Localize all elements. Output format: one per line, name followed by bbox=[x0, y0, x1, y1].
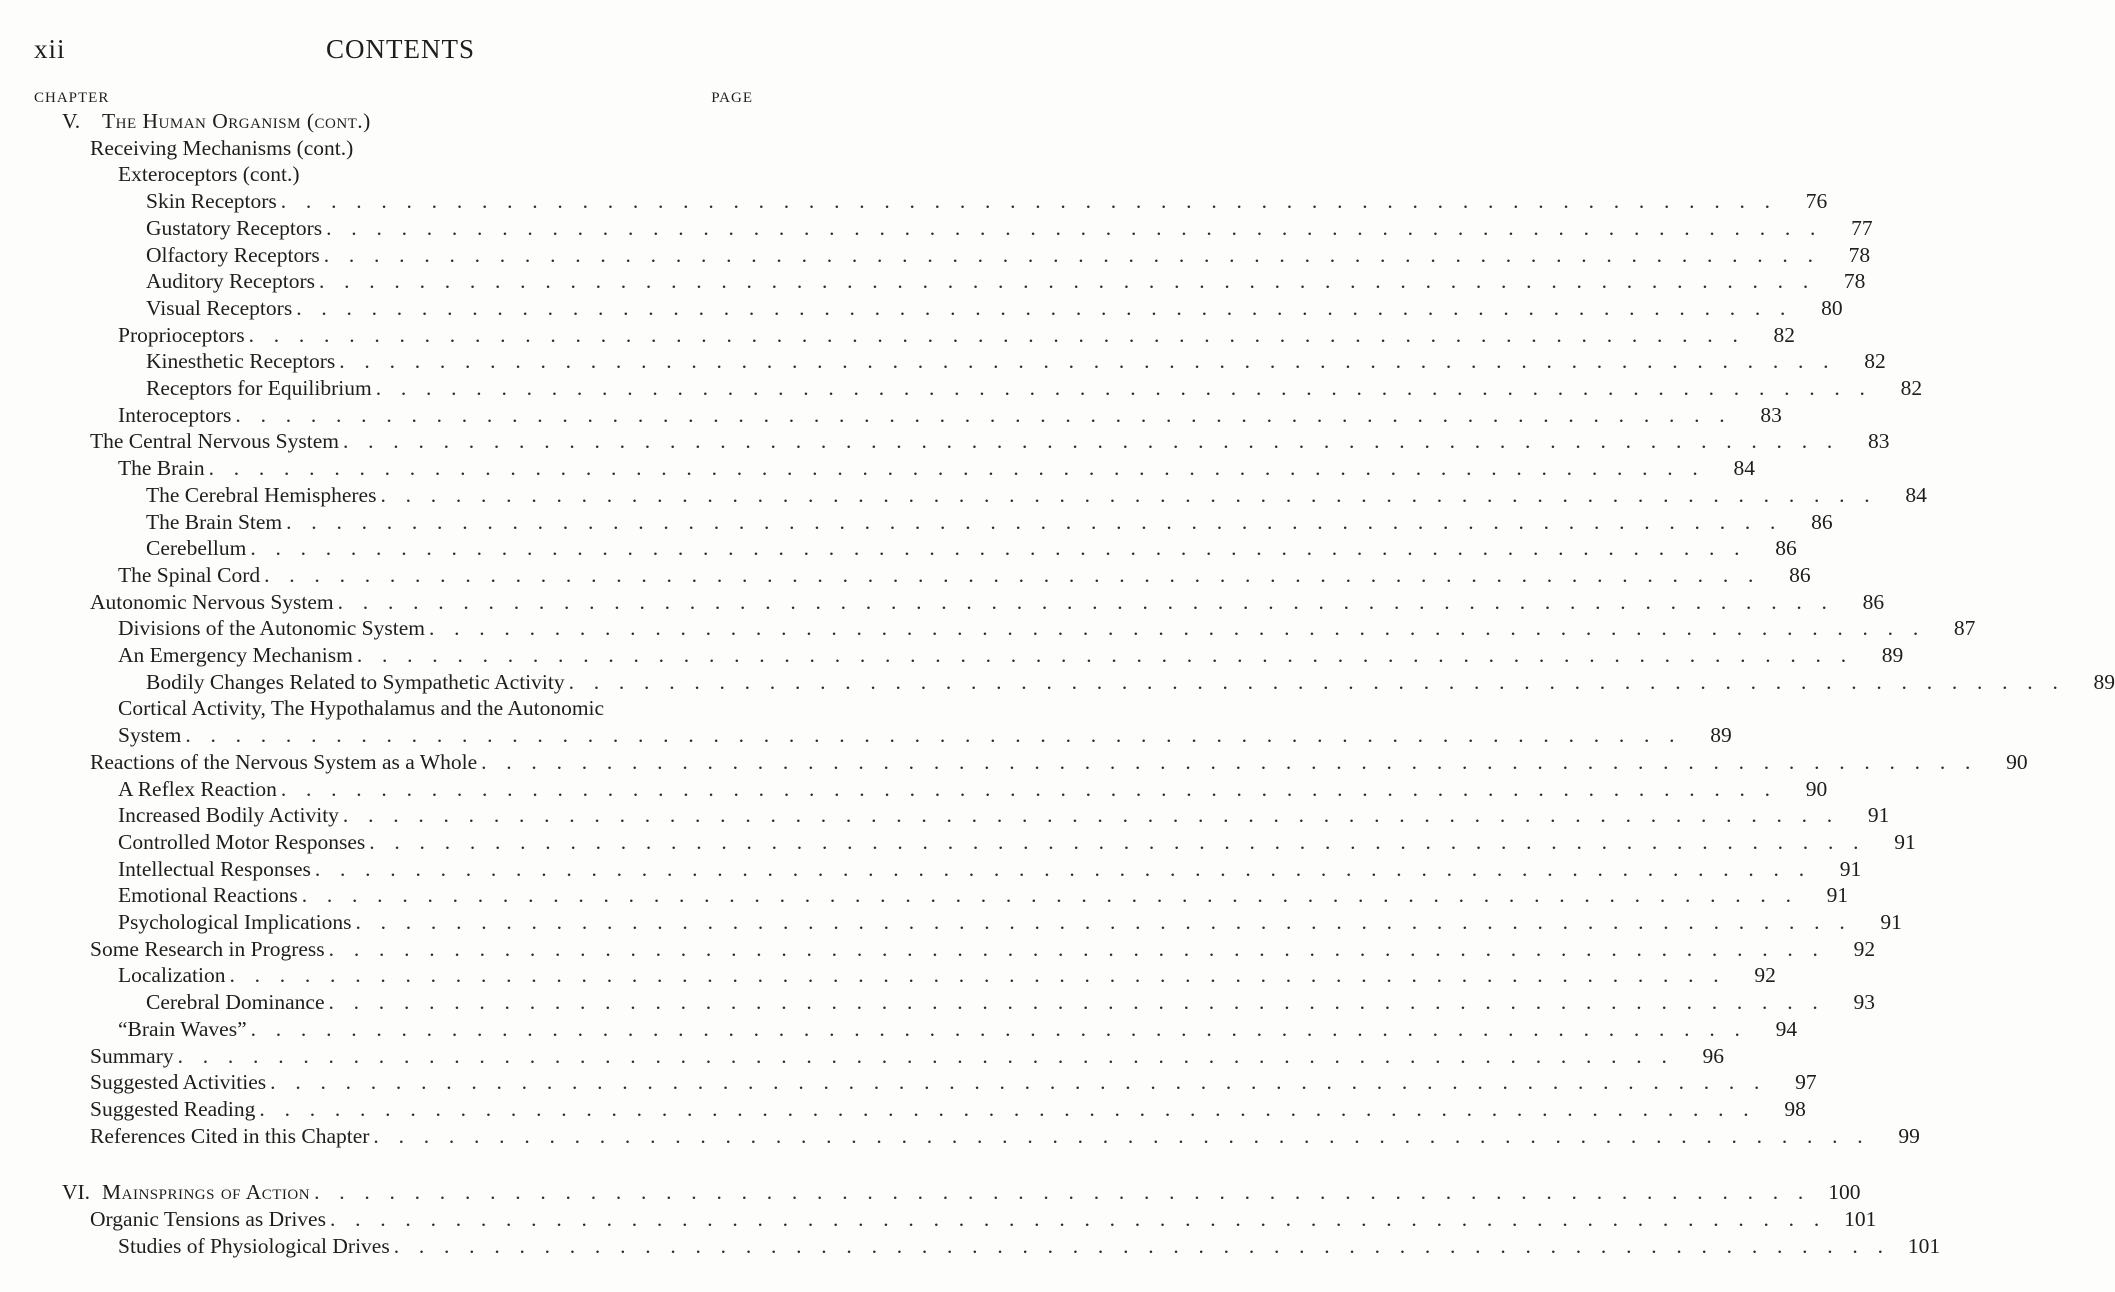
dot-leader: . . . . . . . . . . . . . . . . . . . . . . . . . . . . . . . . . . . . . . . . . . . . . . . . . . . . . . . . . . . . bbox=[568, 669, 2066, 694]
toc-entry-title: Bodily Changes Related to Sympathetic Activity bbox=[146, 669, 565, 694]
toc-entry-title: References Cited in this Chapter bbox=[90, 1123, 370, 1148]
dot-leader: . . . . . . . . . . . . . . . . . . . . . . . . . . . . . . . . . . . . . . . . . . . . . . . . . . . . . . . . . . . . bbox=[185, 723, 1682, 748]
page-number: 77 bbox=[1851, 215, 1873, 240]
page-number: 78 bbox=[1843, 269, 1866, 294]
page-number: 86 bbox=[1789, 562, 1811, 587]
toc-entry[interactable] bbox=[118, 1233, 1941, 1259]
dot-leader: . . . . . . . . . . . . . . . . . . . . . . . . . . . . . . . . . . . . . . . . . . . . . . . . . . . . . . . . . . . . bbox=[356, 643, 1854, 667]
toc-entry[interactable] bbox=[90, 428, 1890, 454]
toc-entry[interactable] bbox=[118, 962, 1776, 988]
dot-leader: . . . . . . . . . . . . . . . . . . . . . . . . . . . . . . . . . . . . . . . . . . . . . . . . . . . . . . . . . . . . bbox=[329, 1207, 1827, 1231]
page-number: 86 bbox=[1775, 536, 1797, 561]
page-number: 97 bbox=[1795, 1070, 1817, 1095]
page-number: 90 bbox=[2006, 749, 2028, 774]
dot-leader: . . . . . . . . . . . . . . . . . . . . . . . . . . . . . . . . . . . . . . . . . . . . . . . . . . . . . . . . . . . . bbox=[314, 856, 1812, 881]
dot-leader: . . . . . . . . . . . . . . . . . . . . . . . . . . . . . . . . . . . . . . . . . . . . . . . . . . . . . . . . . . . . bbox=[301, 883, 1799, 908]
toc-entry-title: Auditory Receptors bbox=[146, 269, 315, 294]
dot-leader: . . . . . . . . . . . . . . . . . . . . . . . . . . . . . . . . . . . . . . . . . . . . . . . . . . . . . . . . . . . . bbox=[235, 402, 1732, 427]
dot-leader: . . . . . . . . . . . . . . . . . . . . . . . . . . . . . . . . . . . . . . . . . . . . . . . . . . . . . . . . . . . . bbox=[250, 536, 1747, 561]
toc-entry[interactable] bbox=[62, 1179, 1861, 1205]
chapter-column-heading: CHAPTER bbox=[34, 90, 110, 106]
toc-entry-title: “Brain Waves” bbox=[118, 1016, 247, 1041]
toc-entry[interactable] bbox=[146, 669, 2115, 695]
page-number: 86 bbox=[1862, 589, 1885, 614]
toc-entry-title: Cerebellum bbox=[146, 536, 247, 561]
dot-leader: . . . . . . . . . . . . . . . . . . . . . . . . . . . . . . . . . . . . . . . . . . . . . . . . . . . . . . . . . . . . bbox=[280, 189, 1778, 214]
dot-leader: . . . . . . . . . . . . . . . . . . . . . . . . . . . . . . . . . . . . . . . . . . . . . . . . . . . . . . . . . . . . bbox=[328, 990, 1825, 1015]
toc-entry-title: Receiving Mechanisms (cont.) bbox=[90, 135, 354, 160]
dot-leader: . . . . . . . . . . . . . . . . . . . . . . . . . . . . . . . . . . . . . . . . . . . . . . . . . . . . . . . . . . . . bbox=[323, 242, 1821, 267]
chapter-title: Mainsprings of Action bbox=[102, 1180, 311, 1205]
page-number: 91 bbox=[1826, 883, 1849, 908]
toc-entry[interactable] bbox=[118, 615, 1976, 641]
page-number: 89 bbox=[2093, 669, 2115, 694]
toc-entry-title: Organic Tensions as Drives bbox=[90, 1207, 326, 1231]
toc-entry-title: Increased Bodily Activity bbox=[118, 803, 339, 828]
chapter-title: The Human Organism (cont.) bbox=[102, 109, 371, 133]
dot-leader: . . . . . . . . . . . . . . . . . . . . . . . . . . . . . . . . . . . . . . . . . . . . . . . . . . . . . . . . . . . . bbox=[250, 1016, 1748, 1041]
toc-entry[interactable] bbox=[118, 642, 1904, 668]
toc-entry-title: System bbox=[118, 723, 182, 748]
page-folio: xii bbox=[34, 34, 66, 64]
page-number: 98 bbox=[1784, 1096, 1806, 1121]
toc-entry[interactable] bbox=[118, 909, 1902, 935]
dot-leader: . . . . . . . . . . . . . . . . . . . . . . . . . . . . . . . . . . . . . . . . . . . . . . . . . . . . . . . . . . . . bbox=[326, 215, 1823, 240]
dot-leader: . . . . . . . . . . . . . . . . . . . . . . . . . . . . . . . . . . . . . . . . . . . . . . . . . . . . . . . . . . . . bbox=[280, 776, 1778, 801]
toc-entry-title: Cortical Activity, The Hypothalamus and the Autonomic bbox=[118, 696, 605, 721]
toc-entry-title: The Spinal Cord bbox=[118, 562, 261, 587]
toc-entry[interactable] bbox=[146, 482, 1927, 508]
page-number: 96 bbox=[1702, 1043, 1725, 1068]
toc-entry-title: Summary bbox=[90, 1043, 174, 1068]
page-number: 76 bbox=[1805, 189, 1828, 214]
dot-leader: . . . . . . . . . . . . . . . . . . . . . . . . . . . . . . . . . . . . . . . . . . . . . . . . . . . . . . . . . . . . bbox=[375, 376, 1873, 400]
toc-entry-continuation[interactable] bbox=[118, 722, 1732, 748]
page-number: 91 bbox=[1880, 910, 1902, 934]
page-number: 84 bbox=[1905, 482, 1927, 507]
toc-entry-title: Interoceptors bbox=[118, 402, 232, 427]
dot-leader: . . . . . . . . . . . . . . . . . . . . . . . . . . . . . . . . . . . . . . . . . . . . . . . . . . . . . . . . . . . . bbox=[229, 963, 1726, 988]
dot-leader: . . . . . . . . . . . . . . . . . . . . . . . . . . . . . . . . . . . . . . . . . . . . . . . . . . . . . . . . . . . . bbox=[355, 910, 1852, 934]
toc-entry[interactable] bbox=[146, 989, 1875, 1015]
toc-entry[interactable] bbox=[90, 1206, 1877, 1232]
dot-leader: . . . . . . . . . . . . . . . . . . . . . . . . . . . . . . . . . . . . . . . . . . . . . . . . . . . . . . . . . . . . bbox=[343, 429, 1840, 454]
page-number: 82 bbox=[1864, 349, 1886, 374]
dot-leader: . . . . . . . . . . . . . . . . . . . . . . . . . . . . . . . . . . . . . . . . . . . . . . . . . . . . . . . . . . . . bbox=[259, 1096, 1756, 1121]
page-number: 94 bbox=[1775, 1016, 1798, 1041]
toc-entry-title: Some Research in Progress bbox=[90, 936, 325, 961]
toc-entry[interactable] bbox=[146, 509, 1833, 535]
toc-entry-title: Suggested Reading bbox=[90, 1096, 256, 1121]
dot-leader: . . . . . . . . . . . . . . . . . . . . . . . . . . . . . . . . . . . . . . . . . . . . . . . . . . . . . . . . . . . . bbox=[337, 589, 1835, 614]
page-column-heading: PAGE bbox=[711, 90, 753, 106]
toc-entry[interactable] bbox=[90, 589, 1885, 615]
dot-leader: . . . . . . . . . . . . . . . . . . . . . . . . . . . . . . . . . . . . . . . . . . . . . . . . . . . . . . . . . . . . bbox=[286, 509, 1783, 534]
toc-entry[interactable] bbox=[90, 1043, 1725, 1069]
page-number: 89 bbox=[1710, 723, 1732, 748]
toc-entry-title: Kinesthetic Receptors bbox=[146, 349, 336, 374]
toc-entry[interactable] bbox=[118, 856, 1862, 882]
toc-entry[interactable] bbox=[146, 268, 1866, 294]
page-number: 86 bbox=[1811, 509, 1833, 534]
dot-leader: . . . . . . . . . . . . . . . . . . . . . . . . . . . . . . . . . . . . . . . . . . . . . . . . . . . . . . . . . . . . bbox=[428, 616, 1926, 641]
toc-entry-title: An Emergency Mechanism bbox=[118, 643, 353, 667]
toc-entry[interactable] bbox=[118, 161, 753, 187]
toc-entry-title: Localization bbox=[118, 963, 226, 988]
dot-leader: . . . . . . . . . . . . . . . . . . . . . . . . . . . . . . . . . . . . . . . . . . . . . . . . . . . . . . . . . . . . bbox=[328, 936, 1826, 961]
page-number: 80 bbox=[1821, 295, 1843, 320]
toc-entry[interactable] bbox=[62, 108, 753, 134]
dot-leader: . . . . . . . . . . . . . . . . . . . . . . . . . . . . . . . . . . . . . . . . . . . . . . . . . . . . . . . . . . . . bbox=[339, 349, 1836, 374]
page-number: 93 bbox=[1853, 990, 1875, 1015]
page-number: 101 bbox=[1844, 1207, 1877, 1231]
toc-entry-title: Autonomic Nervous System bbox=[90, 589, 334, 614]
toc-entry[interactable] bbox=[146, 242, 1871, 268]
page-number: 92 bbox=[1853, 936, 1876, 961]
toc-entry-title: Receptors for Equilibrium bbox=[146, 376, 372, 400]
toc-entry-title: Studies of Physiological Drives bbox=[118, 1233, 390, 1258]
page-number: 100 bbox=[1828, 1180, 1861, 1205]
toc-entry-title: Proprioceptors bbox=[118, 322, 245, 347]
toc-entry[interactable] bbox=[146, 375, 1923, 401]
toc-entry[interactable] bbox=[146, 295, 1843, 321]
dot-leader: . . . . . . . . . . . . . . . . . . . . . . . . . . . . . . . . . . . . . . . . . . . . . . . . . . . . . . . . . . . . bbox=[248, 322, 1746, 347]
dot-leader: . . . . . . . . . . . . . . . . . . . . . . . . . . . . . . . . . . . . . . . . . . . . . . . . . . . . . . . . . . . . bbox=[270, 1070, 1767, 1095]
toc-entry[interactable] bbox=[90, 1096, 1806, 1122]
page-number: 83 bbox=[1867, 429, 1890, 454]
toc-entry-title: A Reflex Reaction bbox=[118, 776, 277, 801]
dot-leader: . . . . . . . . . . . . . . . . . . . . . . . . . . . . . . . . . . . . . . . . . . . . . . . . . . . . . . . . . . . . bbox=[208, 456, 1706, 481]
page-number: 89 bbox=[1881, 643, 1904, 667]
dot-leader: . . . . . . . . . . . . . . . . . . . . . . . . . . . . . . . . . . . . . . . . . . . . . . . . . . . . . . . . . . . . bbox=[380, 482, 1877, 507]
toc-entry[interactable] bbox=[118, 882, 1849, 908]
page-number: 90 bbox=[1805, 776, 1828, 801]
page-number: 83 bbox=[1760, 402, 1782, 427]
dot-leader: . . . . . . . . . . . . . . . . . . . . . . . . . . . . . . . . . . . . . . . . . . . . . . . . . . . . . . . . . . . . bbox=[296, 295, 1793, 320]
chapter-number: VI. bbox=[62, 1180, 91, 1205]
toc-entry-title: Cerebral Dominance bbox=[146, 990, 325, 1015]
toc-entry-title: Emotional Reactions bbox=[118, 883, 298, 908]
dot-leader: . . . . . . . . . . . . . . . . . . . . . . . . . . . . . . . . . . . . . . . . . . . . . . . . . . . . . . . . . . . . bbox=[318, 269, 1816, 294]
page-number: 91 bbox=[1839, 856, 1862, 881]
page-number: 78 bbox=[1848, 242, 1871, 267]
toc-entry-title: Exteroceptors (cont.) bbox=[118, 162, 300, 187]
toc-entry[interactable] bbox=[90, 1123, 1920, 1149]
page-number: 91 bbox=[1894, 829, 1916, 854]
toc-entry-title: The Central Nervous System bbox=[90, 429, 339, 454]
toc-entry-title: Skin Receptors bbox=[146, 189, 277, 214]
toc-entry-title: Gustatory Receptors bbox=[146, 215, 323, 240]
toc-entry[interactable] bbox=[118, 322, 1796, 348]
running-title: CONTENTS bbox=[326, 34, 475, 64]
toc-entry-title: Suggested Activities bbox=[90, 1070, 267, 1095]
page-number: 99 bbox=[1898, 1123, 1920, 1148]
toc-entry-title: Psychological Implications bbox=[118, 910, 352, 934]
toc-entry-title: The Brain Stem bbox=[146, 509, 283, 534]
toc-entry-title: Intellectual Responses bbox=[118, 856, 311, 881]
dot-leader: . . . . . . . . . . . . . . . . . . . . . . . . . . . . . . . . . . . . . . . . . . . . . . . . . . . . . . . . . . . . bbox=[369, 829, 1866, 854]
toc-entry[interactable] bbox=[118, 829, 1916, 855]
page-number: 101 bbox=[1907, 1233, 1941, 1258]
dot-leader: . . . . . . . . . . . . . . . . . . . . . . . . . . . . . . . . . . . . . . . . . . . . . . . . . . . . . . . . . . . . bbox=[264, 562, 1761, 587]
page-number: 84 bbox=[1733, 456, 1756, 481]
toc-entry[interactable] bbox=[146, 215, 1873, 241]
toc-entry-title: Controlled Motor Responses bbox=[118, 829, 366, 854]
toc-entry[interactable] bbox=[118, 455, 1756, 481]
toc-entry[interactable] bbox=[146, 188, 1828, 214]
dot-leader: . . . . . . . . . . . . . . . . . . . . . . . . . . . . . . . . . . . . . . . . . . . . . . . . . . . . . . . . . . . . bbox=[393, 1233, 1891, 1258]
toc-entry[interactable] bbox=[146, 348, 1886, 374]
toc-entry[interactable] bbox=[118, 802, 1890, 828]
toc-entry[interactable] bbox=[118, 1016, 1798, 1042]
toc-entry[interactable] bbox=[118, 776, 1828, 802]
toc-entry[interactable] bbox=[90, 1069, 1817, 1095]
toc-entry-title: The Cerebral Hemispheres bbox=[146, 482, 377, 507]
toc-entry[interactable] bbox=[118, 562, 1811, 588]
dot-leader: . . . . . . . . . . . . . . . . . . . . . . . . . . . . . . . . . . . . . . . . . . . . . . . . . . . . . . . . . . . . bbox=[314, 1180, 1811, 1205]
page-number: 92 bbox=[1754, 963, 1776, 988]
page-number: 82 bbox=[1900, 376, 1923, 400]
toc-entry-title: Reactions of the Nervous System as a Whole bbox=[90, 749, 478, 774]
toc-entry[interactable] bbox=[90, 135, 753, 161]
chapter-number: V. bbox=[62, 109, 81, 133]
toc-entry-title: Divisions of the Autonomic System bbox=[118, 616, 425, 641]
page-header bbox=[0, 30, 801, 70]
dot-leader: . . . . . . . . . . . . . . . . . . . . . . . . . . . . . . . . . . . . . . . . . . . . . . . . . . . . . . . . . . . . bbox=[177, 1043, 1675, 1068]
dot-leader: . . . . . . . . . . . . . . . . . . . . . . . . . . . . . . . . . . . . . . . . . . . . . . . . . . . . . . . . . . . . bbox=[481, 749, 1978, 774]
toc-entry[interactable] bbox=[118, 402, 1782, 428]
toc-entry-title: Visual Receptors bbox=[146, 295, 293, 320]
toc-entry-title: Olfactory Receptors bbox=[146, 242, 320, 267]
toc-entry-title: The Brain bbox=[118, 456, 205, 481]
page-number: 91 bbox=[1867, 803, 1890, 828]
toc-entry[interactable] bbox=[90, 749, 2028, 775]
dot-leader: . . . . . . . . . . . . . . . . . . . . . . . . . . . . . . . . . . . . . . . . . . . . . . . . . . . . . . . . . . . . bbox=[342, 803, 1840, 828]
toc-entry[interactable] bbox=[118, 695, 753, 721]
toc-entry[interactable] bbox=[146, 535, 1797, 561]
dot-leader: . . . . . . . . . . . . . . . . . . . . . . . . . . . . . . . . . . . . . . . . . . . . . . . . . . . . . . . . . . . . bbox=[373, 1123, 1870, 1148]
toc-entry[interactable] bbox=[90, 936, 1876, 962]
page-number: 82 bbox=[1773, 322, 1796, 347]
page-number: 87 bbox=[1953, 616, 1976, 641]
